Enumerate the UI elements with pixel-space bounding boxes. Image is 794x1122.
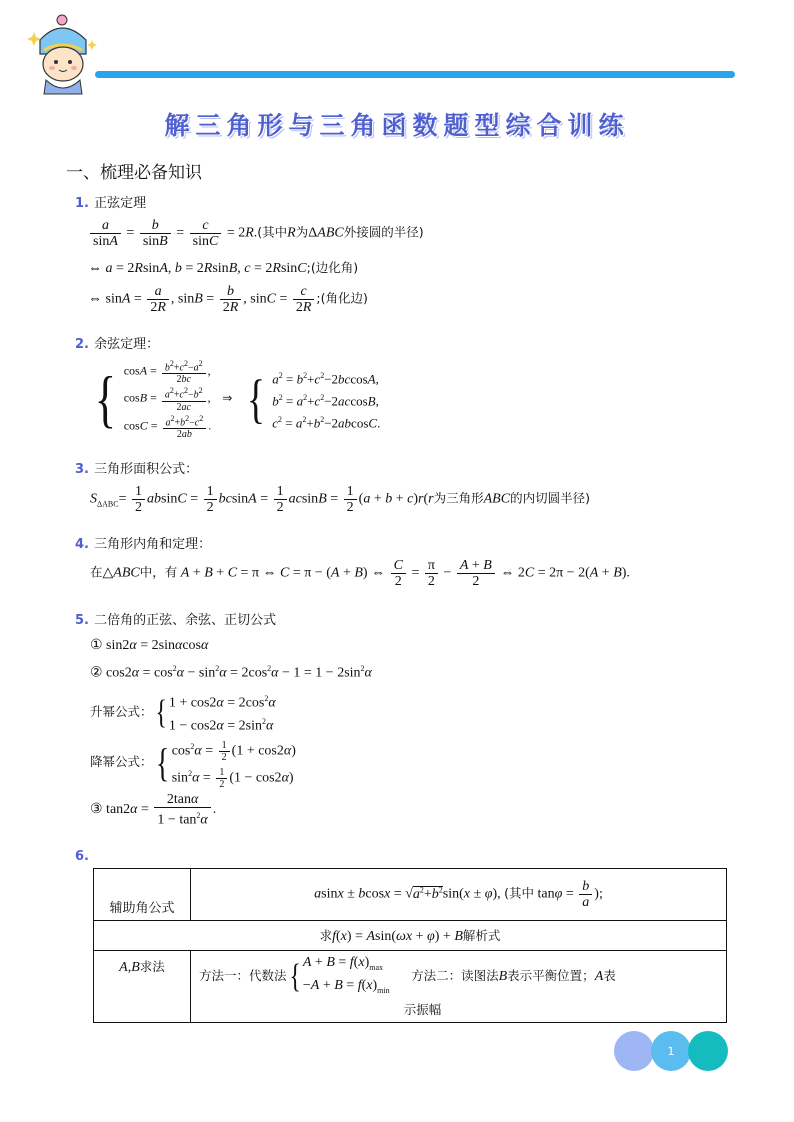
lower-power-formula: 降幂公式：{ $\cos^2\alpha$ = $\frac{1}{2}$ (1 + cos2α) $\sin^2\alpha$ = $\frac{1}{2}$ (1 − cos2α)	[90, 739, 296, 790]
double-angle-tan: ③ tan2α = $\frac{2\tan\alpha}{1 - \tan^2\alpha}$ .	[90, 792, 217, 828]
item-number: 4.	[75, 537, 89, 552]
item-title: 三角形面积公式：	[94, 462, 199, 477]
item-4-heading	[75, 533, 211, 552]
footer-circle-3	[688, 1031, 728, 1071]
header-bar	[95, 71, 735, 78]
angle-sum-formula: 在△ABC中，有 A + B + C = π ⇔ C = π − (A + B) ⇔ $\frac{C}{2}$ = $\frac{\pi}{2}$ − $\frac{A + B}{2}$ ⇔ 2C = 2π − 2(A + B).	[90, 558, 630, 589]
cosine-law-formula: { cosA = $\frac{b^2+c^2-a^2}{2bc}$ , cosB = $\frac{a^2+c^2-b^2}{2ac}$ , cosC = $\frac{a^2+b^2-c^2}{2ab}$ . ⇒ { $a^2 = b^2+c^2-2bccosA$, $b^2 = a^2+c^2-2accosB$, $c^2 = a^2+b^2-2abcosC$.	[94, 359, 381, 440]
item-2-heading	[75, 333, 159, 352]
section-heading: 一、梳理必备知识	[66, 163, 202, 183]
table-cell-analytic-title: 求f(x) = Asin(ωx + φ) + B解析式	[94, 921, 727, 951]
item-number: 2.	[75, 337, 89, 352]
item-number: 1.	[75, 196, 89, 211]
item-number: 5.	[75, 613, 89, 628]
item-6-heading	[75, 845, 89, 864]
item-title: 三角形内角和定理：	[94, 537, 212, 552]
mascot-icon	[26, 10, 106, 96]
item-number: 6.	[75, 849, 89, 864]
item-title: 余弦定理：	[94, 337, 160, 352]
edge-to-angle-formula: ⇔ a = 2RsinA, b = 2RsinB, c = 2RsinC;(边化角)	[88, 260, 359, 276]
double-angle-sin: ① sin2α = 2sinαcosα	[90, 638, 209, 653]
item-1-heading	[75, 192, 146, 211]
page-number: 1	[667, 1044, 675, 1058]
table-cell-aux-formula: $asinx \pm bcosx = √a^2+b^2\sin(x \pm \varphi)$, (其中 tanφ = $\frac{b}{a}$ );	[191, 869, 727, 921]
raise-power-formula: 升幂公式：{ $1 + \cos 2\alpha = 2\cos^2\alpha$ $1 - \cos 2\alpha = 2\sin^2\alpha$	[90, 693, 276, 734]
footer-circle-2	[651, 1031, 691, 1071]
footer-circle-1	[614, 1031, 654, 1071]
table-cell-label: 辅助角公式	[94, 869, 191, 921]
auxiliary-angle-table	[93, 868, 727, 1023]
page-title: 解三角形与三角函数题型综合训练	[164, 111, 630, 140]
item-title: 二倍角的正弦、余弦、正切公式	[94, 613, 277, 628]
sine-law-formula: $\frac{a}{\sin A}$ = $\frac{b}{\sin B}$ = $\frac{c}{\sin C}$ = 2R.(其中R为ΔABC外接圆的半径)	[88, 218, 424, 249]
area-formula: $S_{\Delta ABC}=$ $\frac{1}{2}$ absinC = $\frac{1}{2}$ bcsinA = $\frac{1}{2}$ acsinB = $\frac{1}{2}$ (a + b + c)r(r为三角形ABC的内切圆半径)	[90, 484, 590, 515]
table-cell-ab-label: A,B求法	[94, 951, 191, 1023]
angle-to-edge-formula: ⇔ sinA = $\frac{a}{2R}$ , sinB = $\frac{b}{2R}$ , sinC = $\frac{c}{2R}$ ;(角化边)	[88, 284, 368, 315]
item-5-heading	[75, 609, 276, 628]
double-angle-cos: ② $\cos 2\alpha = \cos^2\alpha - \sin^2\alpha = 2\cos^2\alpha - 1 = 1 - 2\sin^2\alpha$	[90, 664, 372, 681]
table-cell-methods: 方法一：代数法{ $A + B = f(x)_{max}$ $-A + B = f(x)_{min}$ 方法二：读图法B表示平衡位置；A表 示振幅	[191, 951, 727, 1023]
item-title: 正弦定理	[94, 196, 147, 211]
item-number: 3.	[75, 462, 89, 477]
item-3-heading	[75, 458, 198, 477]
